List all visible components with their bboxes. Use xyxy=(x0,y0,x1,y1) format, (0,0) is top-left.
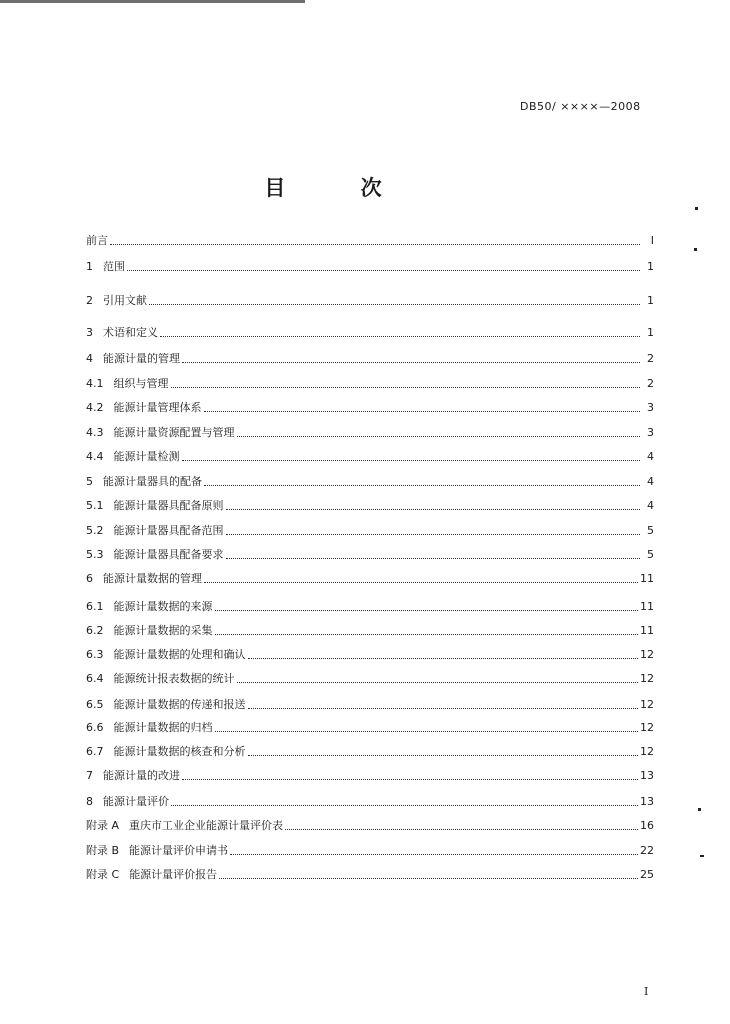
toc-entry-page: 22 xyxy=(640,844,654,857)
dot-leader xyxy=(285,828,638,830)
toc-entry-page: 12 xyxy=(640,721,654,734)
toc-entry xyxy=(86,348,654,366)
toc-entry-title: 能源计量数据的来源 xyxy=(113,600,213,613)
dot-leader xyxy=(182,778,638,780)
toc-entry xyxy=(86,668,654,686)
toc-entry-title: 能源统计报表数据的统计 xyxy=(113,672,235,685)
toc-entry-title: 能源计量数据的采集 xyxy=(113,624,213,637)
toc-entry-title: 能源计量评价申请书 xyxy=(129,844,229,857)
dot-leader xyxy=(204,581,638,583)
toc-entry xyxy=(86,422,654,440)
toc-entry xyxy=(86,544,654,562)
toc-entry-page: 4 xyxy=(647,475,654,488)
dot-leader xyxy=(204,410,641,412)
toc-entry-page: 2 xyxy=(647,377,654,390)
toc-entry xyxy=(86,256,654,274)
toc-entry-number: 4.4 xyxy=(86,450,104,463)
dot-leader xyxy=(219,877,638,879)
toc-entry-number: 6.6 xyxy=(86,721,104,734)
dot-leader xyxy=(230,853,638,855)
toc-entry-title: 能源计量器具配备要求 xyxy=(113,548,224,561)
toc-entry xyxy=(86,397,654,415)
toc-entry xyxy=(86,568,654,586)
scan-speck xyxy=(695,207,698,210)
toc-entry-title: 能源计量数据的归档 xyxy=(113,721,213,734)
toc-entry xyxy=(86,694,654,712)
toc-entry xyxy=(86,230,654,248)
toc-entry-number: 6.2 xyxy=(86,624,104,637)
toc-entry-title: 引用文献 xyxy=(103,294,147,307)
toc-entry xyxy=(86,495,654,513)
dot-leader xyxy=(160,335,640,337)
toc-entry xyxy=(86,840,654,858)
toc-entry-page: 12 xyxy=(640,698,654,711)
toc-entry-page: 11 xyxy=(640,572,654,585)
toc-entry-number: 4 xyxy=(86,352,93,365)
toc-entry-number: 3 xyxy=(86,326,93,339)
toc-entry-page: 13 xyxy=(640,795,654,808)
toc-entry-number: 5.3 xyxy=(86,548,104,561)
toc-entry xyxy=(86,815,654,833)
toc-entry-page: 2 xyxy=(647,352,654,365)
toc-entry xyxy=(86,596,654,614)
toc-entry-page: 1 xyxy=(647,260,654,273)
toc-entry xyxy=(86,471,654,489)
dot-leader xyxy=(110,243,640,245)
toc-entry-number: 附录 C xyxy=(86,868,120,881)
toc-entry-page: 3 xyxy=(647,426,654,439)
toc-entry-number: 6.4 xyxy=(86,672,104,685)
toc-entry-title: 范围 xyxy=(103,260,125,273)
toc-entry-number: 6 xyxy=(86,572,93,585)
toc-entry-number: 6.3 xyxy=(86,648,104,661)
page-title: 目 次 xyxy=(264,175,416,200)
toc-entry-title: 组织与管理 xyxy=(113,377,169,390)
dot-leader xyxy=(204,484,640,486)
toc-entry-number: 6.5 xyxy=(86,698,104,711)
toc-entry-title: 能源计量数据的核查和分析 xyxy=(113,745,246,758)
toc-entry-page: 1 xyxy=(647,326,654,339)
scan-speck xyxy=(694,248,697,251)
toc-entry-page: 12 xyxy=(640,745,654,758)
toc-entry xyxy=(86,520,654,538)
toc-entry-number: 4.2 xyxy=(86,401,104,414)
toc-entry-number: 4.1 xyxy=(86,377,104,390)
toc-entry-number: 6.7 xyxy=(86,745,104,758)
toc-entry-title: 能源计量检测 xyxy=(113,450,180,463)
toc-entry-number: 8 xyxy=(86,795,93,808)
toc-entry xyxy=(86,741,654,759)
dot-leader xyxy=(237,435,641,437)
dot-leader xyxy=(171,386,641,388)
dot-leader xyxy=(182,361,640,363)
toc-entry-page: 11 xyxy=(640,624,654,637)
toc-entry xyxy=(86,717,654,735)
toc-entry xyxy=(86,765,654,783)
toc-entry-title: 重庆市工业企业能源计量评价表 xyxy=(129,819,284,832)
toc-entry xyxy=(86,322,654,340)
toc-entry-title: 前言 xyxy=(86,234,108,247)
toc-entry xyxy=(86,644,654,662)
scan-speck xyxy=(700,855,704,857)
toc-entry-page: 5 xyxy=(647,524,654,537)
toc-entry-title: 能源计量器具的配备 xyxy=(103,475,202,488)
toc-entry-number: 5.1 xyxy=(86,499,104,512)
toc-entry-page: 13 xyxy=(640,769,654,782)
dot-leader xyxy=(226,508,641,510)
toc-entry xyxy=(86,791,654,809)
toc-entry-title: 能源计量评价 xyxy=(103,795,169,808)
toc-entry-number: 附录 A xyxy=(86,819,120,832)
toc-entry-number: 5 xyxy=(86,475,93,488)
toc-entry-number: 6.1 xyxy=(86,600,104,613)
toc-entry-page: 4 xyxy=(647,450,654,463)
toc-entry-page: 3 xyxy=(647,401,654,414)
toc-entry-title: 术语和定义 xyxy=(103,326,158,339)
toc-entry-title: 能源计量数据的管理 xyxy=(103,572,202,585)
toc-entry-title: 能源计量管理体系 xyxy=(113,401,202,414)
toc-entry-page: 25 xyxy=(640,868,654,881)
document-code: DB50/ ××××—2008 xyxy=(520,100,641,113)
dot-leader xyxy=(149,303,640,305)
toc-entry-title: 能源计量器具配备原则 xyxy=(113,499,224,512)
toc-entry-number: 5.2 xyxy=(86,524,104,537)
dot-leader xyxy=(182,459,641,461)
toc-entry-page: 12 xyxy=(640,672,654,685)
toc-entry-number: 1 xyxy=(86,260,93,273)
dot-leader xyxy=(215,609,639,611)
dot-leader xyxy=(237,681,639,683)
toc-entry xyxy=(86,373,654,391)
toc-entry xyxy=(86,620,654,638)
toc-entry-page: 4 xyxy=(647,499,654,512)
dot-leader xyxy=(226,557,641,559)
toc-entry-number: 7 xyxy=(86,769,93,782)
toc-entry-title: 能源计量的改进 xyxy=(103,769,180,782)
toc-entry-number: 附录 B xyxy=(86,844,120,857)
dot-leader xyxy=(215,633,639,635)
dot-leader xyxy=(215,730,639,732)
scan-edge-line xyxy=(0,0,305,3)
dot-leader xyxy=(171,804,638,806)
toc-entry-title: 能源计量数据的处理和确认 xyxy=(113,648,246,661)
toc-entry-page: 1 xyxy=(647,294,654,307)
toc-entry-page: 12 xyxy=(640,648,654,661)
toc-entry-title: 能源计量数据的传递和报送 xyxy=(113,698,246,711)
toc-entry xyxy=(86,864,654,882)
toc-entry-page: 5 xyxy=(647,548,654,561)
scan-speck xyxy=(698,808,701,811)
dot-leader xyxy=(127,269,640,271)
toc-entry-page: I xyxy=(650,234,654,247)
toc-entry-page: 16 xyxy=(640,819,654,832)
toc-entry-number: 2 xyxy=(86,294,93,307)
dot-leader xyxy=(248,754,639,756)
toc-entry-page: 11 xyxy=(640,600,654,613)
toc-entry-title: 能源计量器具配备范围 xyxy=(113,524,224,537)
toc-entry-title: 能源计量的管理 xyxy=(103,352,180,365)
toc-entry-number: 4.3 xyxy=(86,426,104,439)
dot-leader xyxy=(248,657,639,659)
dot-leader xyxy=(248,707,639,709)
dot-leader xyxy=(226,533,641,535)
toc-entry-title: 能源计量资源配置与管理 xyxy=(113,426,235,439)
toc-entry xyxy=(86,446,654,464)
toc-entry-title: 能源计量评价报告 xyxy=(129,868,218,881)
page-number: I xyxy=(644,985,649,998)
toc-entry xyxy=(86,290,654,308)
